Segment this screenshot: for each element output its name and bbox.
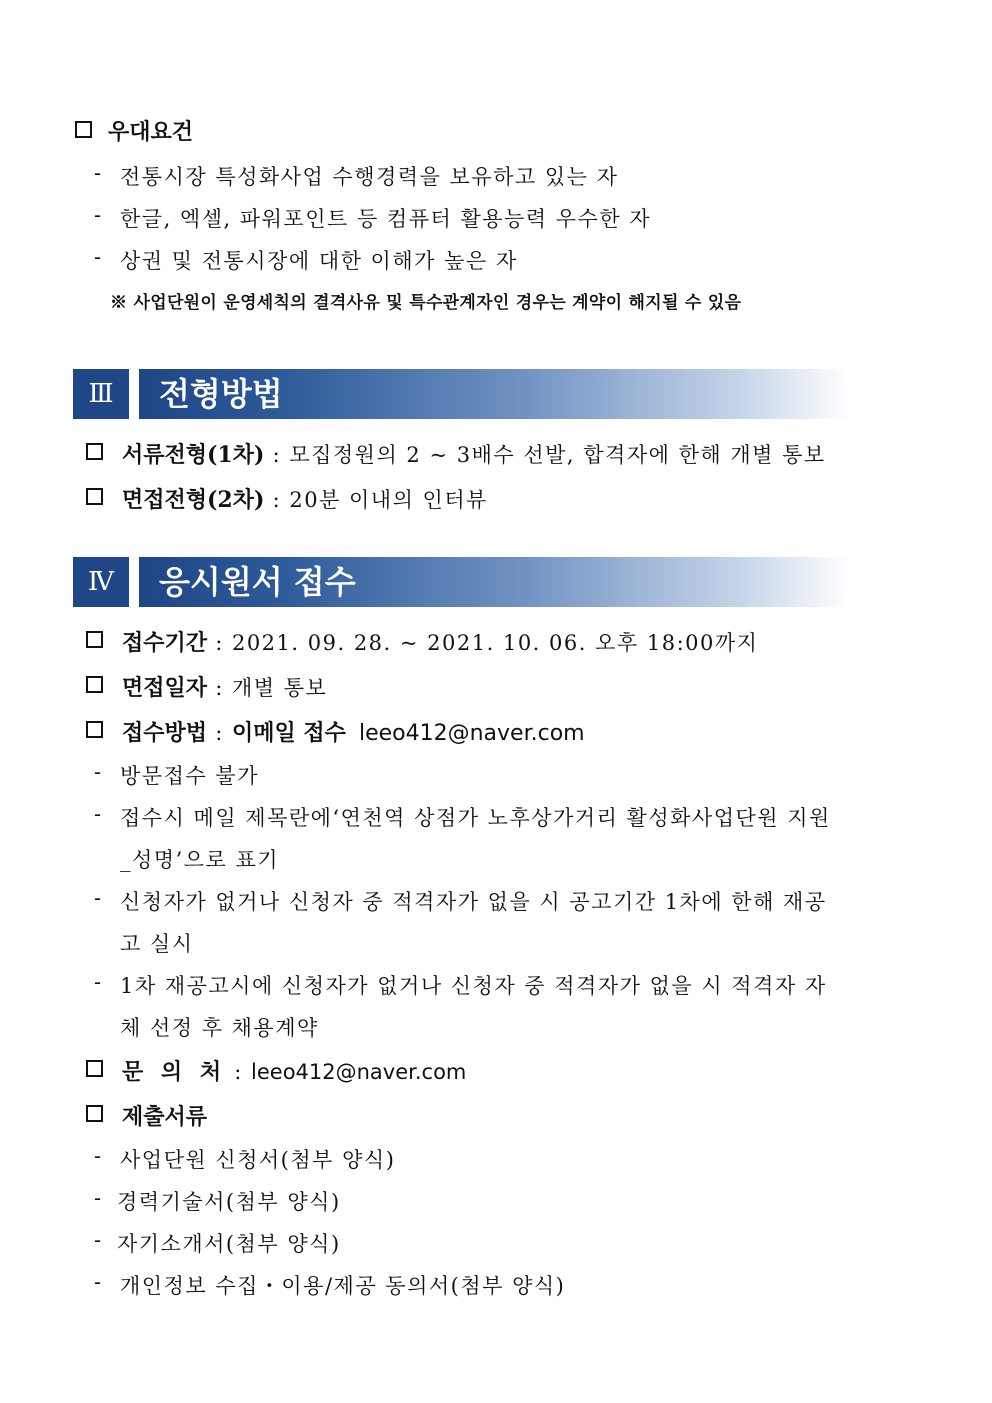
row-separator: : [226, 1060, 252, 1084]
screening-document-row [122, 438, 826, 469]
row-value: 2021. 09. 28. ~ 2021. 10. 06. 오후 18:00까지 [231, 631, 759, 655]
interview-date-row [122, 671, 327, 702]
list-item: 전통시장 특성화사업 수행경력을 보유하고 있는 자 [120, 165, 619, 189]
disqualification-note: ※ 사업단원이 운영세칙의 결격사유 및 특수관계자인 경우는 계약이 해지될 수 있음 [110, 293, 742, 313]
checkbox-square-icon [86, 676, 103, 693]
list-item: 상권 및 전통시장에 대한 이해가 높은 자 [120, 249, 518, 273]
checkbox-square-icon [86, 1060, 103, 1077]
list-item-continuation: _성명’으로 표기 [120, 848, 280, 872]
section-banner-4 [73, 557, 850, 607]
list-item: 자기소개서(첨부 양식) [117, 1232, 341, 1256]
section-title-bar [139, 369, 850, 419]
row-label: 면접일자 [122, 675, 208, 701]
row-value: 모집정원의 2 ~ 3배수 선발, 합격자에 한해 개별 통보 [289, 443, 826, 467]
checkbox-square-icon [86, 488, 103, 505]
row-label: 접수방법 [122, 720, 208, 746]
dash-icon: - [94, 1228, 102, 1252]
section-title-bar [139, 557, 850, 607]
row-value: 20분 이내의 인터뷰 [289, 488, 488, 512]
dash-icon: - [94, 886, 102, 910]
list-item: 1차 재공고시에 신청자가 없거나 신청자 중 적격자가 없을 시 적격자 자 [120, 974, 827, 998]
list-item: 한글, 엑셀, 파워포인트 등 컴퓨터 활용능력 우수한 자 [120, 207, 652, 231]
method-value: 이메일 접수 [231, 720, 346, 746]
checkbox-square-icon [75, 121, 92, 138]
dash-icon: - [94, 1144, 102, 1168]
row-label: 면접전형(2차) [122, 487, 265, 513]
row-separator: : [207, 721, 232, 745]
list-item: 접수시 메일 제목란에‘연천역 상점가 노후상가거리 활성화사업단원 지원 [120, 806, 831, 830]
dash-icon: - [94, 970, 102, 994]
dash-icon: - [94, 1186, 102, 1210]
list-item-continuation: 체 선정 후 채용계약 [120, 1016, 319, 1040]
dash-icon: - [94, 760, 102, 784]
row-label: 접수기간 [122, 630, 208, 656]
section-numeral: Ⅲ [73, 369, 129, 419]
list-item: 사업단원 신청서(첨부 양식) [120, 1148, 396, 1172]
screening-interview-row [122, 483, 488, 514]
list-item: 개인정보 수집・이용/제공 동의서(첨부 양식) [120, 1274, 566, 1298]
contact-row [122, 1055, 466, 1086]
section-banner-3 [73, 369, 850, 419]
application-period-row [122, 626, 758, 657]
row-separator: : [207, 676, 232, 700]
checkbox-square-icon [86, 721, 103, 738]
row-label: 서류전형(1차) [122, 442, 265, 468]
list-item: 경력기술서(첨부 양식) [117, 1190, 341, 1214]
checkbox-square-icon [86, 631, 103, 648]
section-title: 전형방법 [159, 375, 283, 413]
row-separator: : [207, 631, 232, 655]
section-numeral: Ⅳ [73, 557, 129, 607]
row-label: 문 의 처 [122, 1059, 227, 1085]
row-value: 개별 통보 [231, 676, 328, 700]
dash-icon: - [94, 1270, 102, 1294]
application-method-row [122, 716, 585, 747]
section-heading-preference: 우대요건 [108, 119, 194, 145]
row-separator: : [264, 488, 290, 512]
checkbox-square-icon [86, 1105, 103, 1122]
list-item: 방문접수 불가 [120, 764, 259, 788]
dash-icon: - [94, 802, 102, 826]
list-item: 신청자가 없거나 신청자 중 적격자가 없을 시 공고기간 1차에 한해 재공 [120, 890, 827, 914]
dash-icon: - [94, 203, 102, 227]
list-item-continuation: 고 실시 [120, 932, 194, 956]
section-title: 응시원서 접수 [159, 563, 356, 601]
contact-email-link[interactable]: leeo412@naver.com [251, 1060, 467, 1084]
row-separator: : [264, 443, 290, 467]
dash-icon: - [94, 161, 102, 185]
dash-icon: - [94, 245, 102, 269]
documents-heading: 제출서류 [122, 1104, 208, 1130]
checkbox-square-icon [86, 443, 103, 460]
email-link[interactable]: leeo412@naver.com [358, 721, 585, 746]
